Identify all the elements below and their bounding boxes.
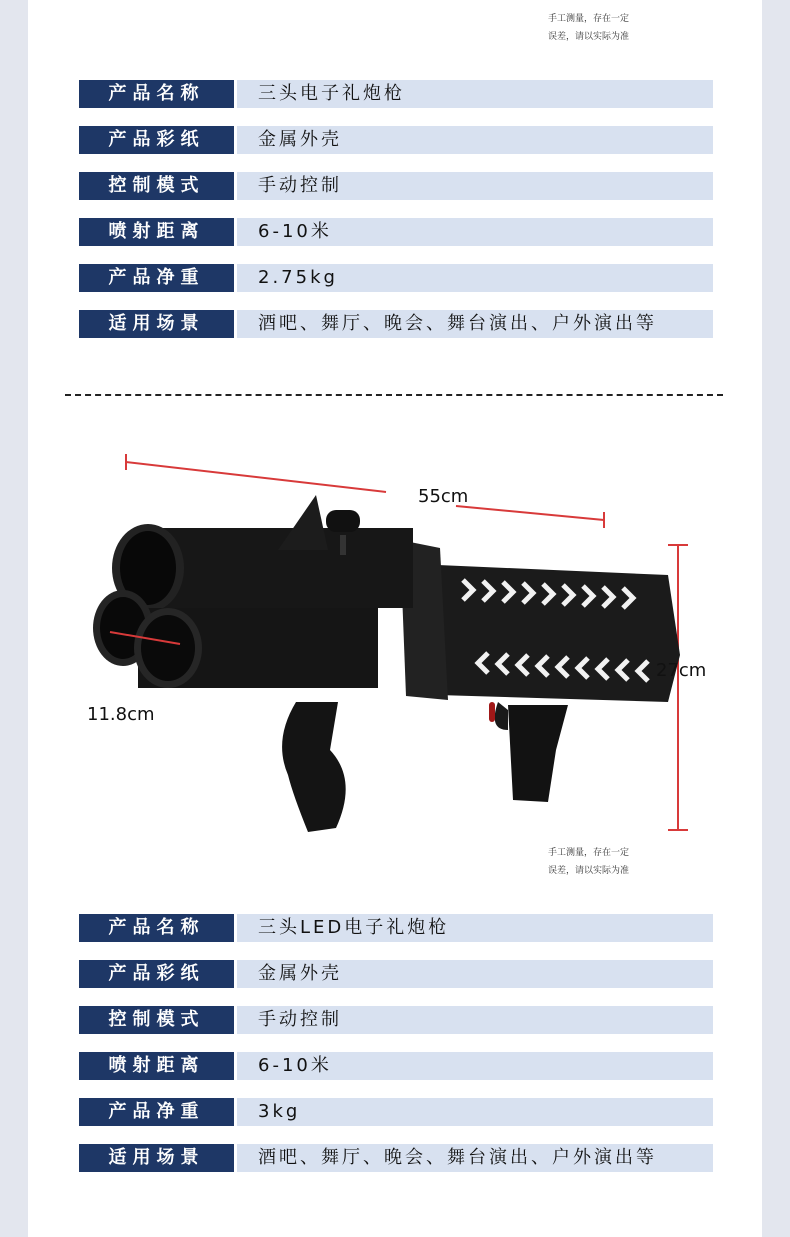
note-line: 误差，请以实际为准 xyxy=(548,32,630,42)
spec-value: 金属外壳 xyxy=(237,126,713,154)
spec-label: 产品彩纸 xyxy=(79,960,234,988)
confetti-gun-illustration xyxy=(68,440,728,860)
adjust-knob xyxy=(326,510,360,532)
note-line: 手工测量，存在一定 xyxy=(548,848,630,858)
spec-row-weight xyxy=(79,264,713,292)
length-dimension-label: 55cm xyxy=(418,486,469,507)
spec-row-range xyxy=(79,218,713,246)
spec-value: 三头电子礼炮枪 xyxy=(237,80,713,108)
spec-row-weight xyxy=(79,1098,713,1126)
spec-row-range xyxy=(79,1052,713,1080)
spec-label: 控制模式 xyxy=(79,1006,234,1034)
spec-value: 酒吧、舞厅、晚会、舞台演出、户外演出等 xyxy=(237,310,713,338)
spec-table-1 xyxy=(79,80,713,356)
spec-value: 酒吧、舞厅、晚会、舞台演出、户外演出等 xyxy=(237,1144,713,1172)
spec-row-usage xyxy=(79,310,713,338)
spec-label: 控制模式 xyxy=(79,172,234,200)
rear-body xyxy=(438,565,680,702)
spec-label: 适用场景 xyxy=(79,1144,234,1172)
spec-label: 喷射距离 xyxy=(79,1052,234,1080)
spec-row-name xyxy=(79,914,713,942)
spec-value: 三头LED电子礼炮枪 xyxy=(237,914,713,942)
front-grip xyxy=(282,702,346,832)
spec-label: 产品名称 xyxy=(79,914,234,942)
spec-value: 2.75kg xyxy=(237,264,713,292)
height-dimension-label: 27cm xyxy=(656,660,707,681)
dashed-divider xyxy=(65,394,723,396)
spec-row-material xyxy=(79,960,713,988)
trigger xyxy=(489,702,495,722)
note-line: 误差，请以实际为准 xyxy=(548,866,630,876)
spec-value: 3kg xyxy=(237,1098,713,1126)
spec-row-material xyxy=(79,126,713,154)
spec-label: 喷射距离 xyxy=(79,218,234,246)
spec-table-2 xyxy=(79,914,713,1190)
rear-grip xyxy=(508,705,568,802)
product-image xyxy=(68,440,728,860)
note-line: 手工测量，存在一定 xyxy=(548,14,630,24)
spec-label: 产品名称 xyxy=(79,80,234,108)
measurement-note-top xyxy=(548,10,708,46)
barrels xyxy=(93,524,413,688)
spec-value: 6-10米 xyxy=(237,1052,713,1080)
spec-label: 产品彩纸 xyxy=(79,126,234,154)
measurement-note-middle xyxy=(548,844,708,880)
barrel-dimension-label: 11.8cm xyxy=(87,704,155,725)
top-fin xyxy=(278,495,328,550)
spec-label: 产品净重 xyxy=(79,264,234,292)
spec-row-control xyxy=(79,1006,713,1034)
spec-label: 适用场景 xyxy=(79,310,234,338)
spec-value: 金属外壳 xyxy=(237,960,713,988)
spec-value: 手动控制 xyxy=(237,172,713,200)
spec-label: 产品净重 xyxy=(79,1098,234,1126)
spec-row-name xyxy=(79,80,713,108)
product-detail-page xyxy=(28,0,762,1237)
spec-row-usage xyxy=(79,1144,713,1172)
spec-value: 手动控制 xyxy=(237,1006,713,1034)
spec-value: 6-10米 xyxy=(237,218,713,246)
spec-row-control xyxy=(79,172,713,200)
length-dimension-line xyxy=(126,454,604,528)
